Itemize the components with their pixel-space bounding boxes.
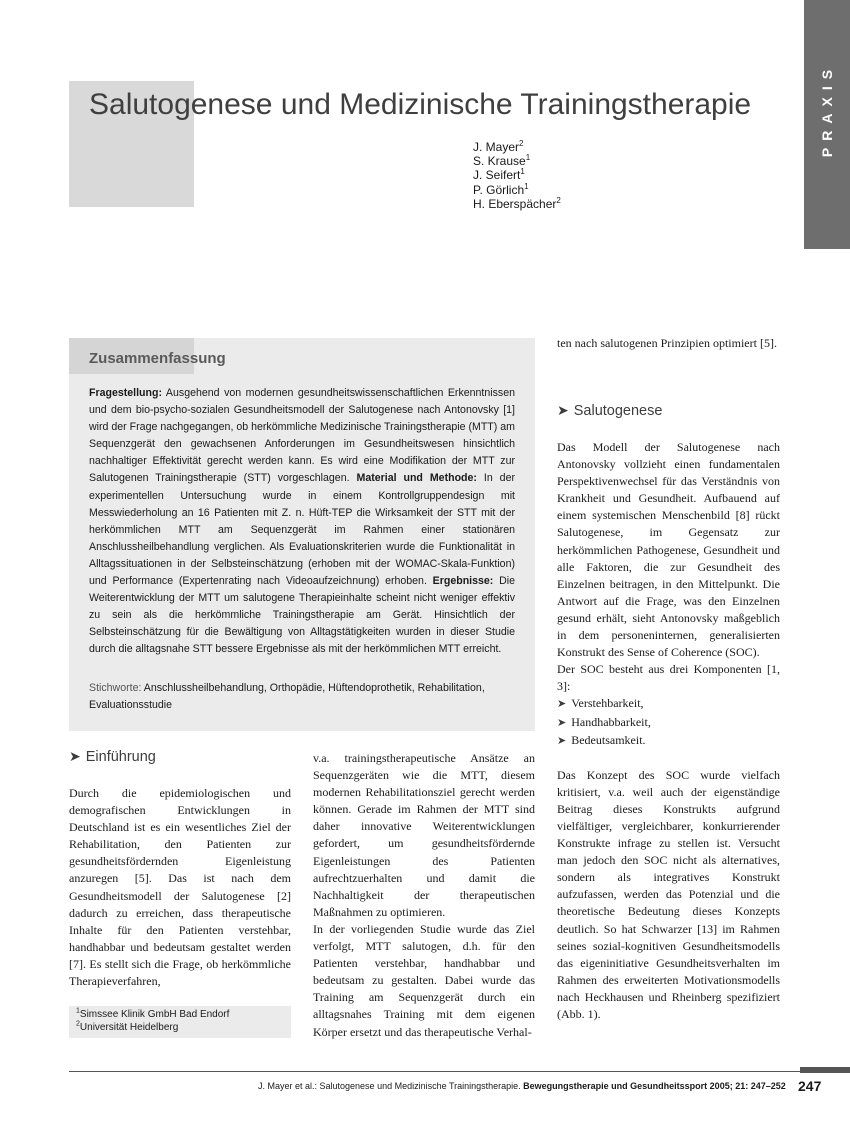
- arrow-icon: ➤: [557, 402, 569, 418]
- list-item: ➤ Bedeutsamkeit.: [557, 732, 780, 750]
- author-list: [473, 140, 561, 211]
- author: J. Mayer$^2$: [473, 139, 524, 154]
- footer-tab: [800, 1067, 850, 1073]
- footnote: $^2$Universität Heidelberg: [76, 1020, 179, 1033]
- einfuehrung-column-2: v.a. trainingstherapeutische Ansätze an Sequenzgeräten wie die MTT, diesem modernen Rehabilitationsziel gerecht werden können. Gerade im Rahmen der MTT sind daher innovative Weiterentwicklungen gefordert, um gesundheitsfördernde Eigenleistungen des Patienten aufrechtzuerhalten und damit die Nachhaltigkeit der therapeutischen Maßnahmen zu optimieren. In der vorliegenden Studie wurde das Ziel verfolgt, MTT salutogen, d.h. für den Patienten verstehbar, handhabbar und bedeutsam zu gestalten. Dabei wurde das Training am Sequenzgerät durch ein alltagsnahes Training mit dem eigenen Körper ersetzt und das therapeutische Verhal-: [313, 751, 535, 1039]
- section-heading-einfuehrung: ➤ Einführung: [69, 748, 156, 765]
- section-heading-salutogenese: ➤ Salutogenese: [557, 402, 663, 419]
- author: H. Eberspächer$^2$: [473, 195, 561, 211]
- soc-components-list: [557, 695, 780, 749]
- section-tab-label: PRAXIS: [819, 62, 835, 158]
- list-item: ➤ Handhabbarkeit,: [557, 714, 780, 732]
- article-title: Salutogenese und Medizinische Trainingstherapie: [89, 88, 752, 121]
- column-3-top: ten nach salutogenen Prinzipien optimiert [5].: [557, 336, 777, 350]
- footer-rule: [69, 1071, 850, 1072]
- author: S. Krause$^1$: [473, 153, 531, 169]
- footer-citation: J. Mayer et al.: Salutogenese und Medizinische Trainingstherapie. Bewegungstherapie und Gesundheitssport 2005; 21: 247–252: [258, 1081, 786, 1091]
- affiliation-footnotes: [76, 1008, 229, 1034]
- footnote: $^1$Simssee Klinik GmbH Bad Endorf: [76, 1007, 230, 1020]
- author: P. Görlich$^1$: [473, 181, 529, 197]
- list-item: ➤ Verstehbarkeit,: [557, 695, 780, 713]
- arrow-icon: ➤: [557, 698, 567, 711]
- arrow-icon: ➤: [69, 748, 81, 764]
- einfuehrung-column-1: Durch die epidemiologischen und demografischen Entwicklungen in Deutschland ist es ein wesentliches Ziel der Rehabilitation, den Patienten zur gesundheitsfördernden Eigenleistung anzuregen [5]. Das ist nach dem Gesundheitsmodell der Salutogenese [2] dadurch zu erreichen, dass therapeutische Inhalte für den Patienten verstehbar, handhabbar und bedeutsam gestaltet werden [7]. Es stellt sich die Frage, ob herkömmliche Therapieverfahren,: [69, 786, 291, 989]
- author: J. Seifert$^1$: [473, 167, 525, 183]
- keywords: Stichworte: Anschlussheilbehandlung, Orthopädie, Hüftendoprothetik, Rehabilitation, Evaluationsstudie: [89, 682, 485, 712]
- salutogenese-text: Das Modell der Salutogenese nach Antonovsky vollzieht einen fundamentalen Perspektivenwechsel für das Verständnis von Krankheit und Gesundheit. Aufbauend auf einem systemischen Menschenbild [8] rückt Salutogenese, im Gegensatz zur herkömmlichen Pathogenese, Gesundheit und alle Faktoren, die zur Gesundheit des Einzelnen beitragen, in den Mittelpunkt. Die Antwort auf die Frage, was den Einzelnen gesund erhält, sieht Antonovsky maßgeblich in dem personeninternen, generalisierten Konstrukt des Sense of Coherence (SOC). Der SOC besteht aus drei Komponenten [1, 3]: ➤ Verstehbarkeit, ➤ Handhabbarkeit, ➤ Bedeutsamkeit. Das Konzept des SOC wurde vielfach kritisiert, v.a. weil auch der eigenständige Beitrag dieses Konstrukts aufgrund vielfältiger, vergleichbarer, konkurrierender Konstrukte infrage zu stellen ist. Versucht man jedoch den SOC nicht als alternatives, sondern als integratives Konstrukt aufzufassen, werden das Potenzial und die theoretische Bedeutung dieses Konzepts deutlich. So hat Schwarzer [13] im Rahmen seines sozial-kognitiven Gesundheitsmodells das eigeninitiative Gesundheitsverhalten im Rahmen des erweiterten Motivationsmodells nach Heckhausen und Rheinberg spezifiziert (Abb. 1).: [557, 440, 780, 1021]
- abstract-text: Fragestellung: Ausgehend von modernen gesundheitswissenschaftlichen Erkenntnissen und dem bio-psycho-sozialen Gesundheitsmodell der Salutogenese nach Antonovsky [1] wird der Frage nachgegangen, ob herkömmliche Medizinische Trainingstherapie (MTT) am Sequenzgerät den gewachsenen Anforderungen im Gesundheitswesen hinsichtlich nachhaltiger Effektivität gerecht werden kann. Es wird eine Modifikation der MTT zur Salutogenen Trainingstherapie (STT) vorgeschlagen. Material und Methode: In der experimentellen Untersuchung wurde in einem Kontrollgruppendesign mit Messwiederholung an 16 Patienten mit Z. n. Hüft-TEP die Wirksamkeit der STT mit der herkömmlichen MTT am Sequenzgerät im Rahmen einer stationären Anschlussheilbehandlung verglichen. Als Evaluationskriterien wurde die Funktionalität in Alltagssituationen in der Selbsteinschätzung (erhoben mit der WOMAC-Skala-Funktion) und Performance (Expertenrating nach Videoaufzeichnung) erhoben. Ergebnisse: Die Weiterentwicklung der MTT um salutogene Therapieinhalte scheint nicht weniger effektiv zu sein als die herkömmliche Trainingstherapie am Gerät. Hinsichtlich der Selbsteinschätzung für die Bewältigung von Alltagstätigkeiten wurden in dieser Studie durch die alltagsnahe STT bessere Ergebnisse als mit der herkömmlichen MTT erreicht.: [89, 387, 515, 656]
- page-number: 247: [798, 1078, 822, 1094]
- arrow-icon: ➤: [557, 734, 567, 747]
- abstract-heading: Zusammenfassung: [89, 350, 226, 367]
- arrow-icon: ➤: [557, 716, 567, 729]
